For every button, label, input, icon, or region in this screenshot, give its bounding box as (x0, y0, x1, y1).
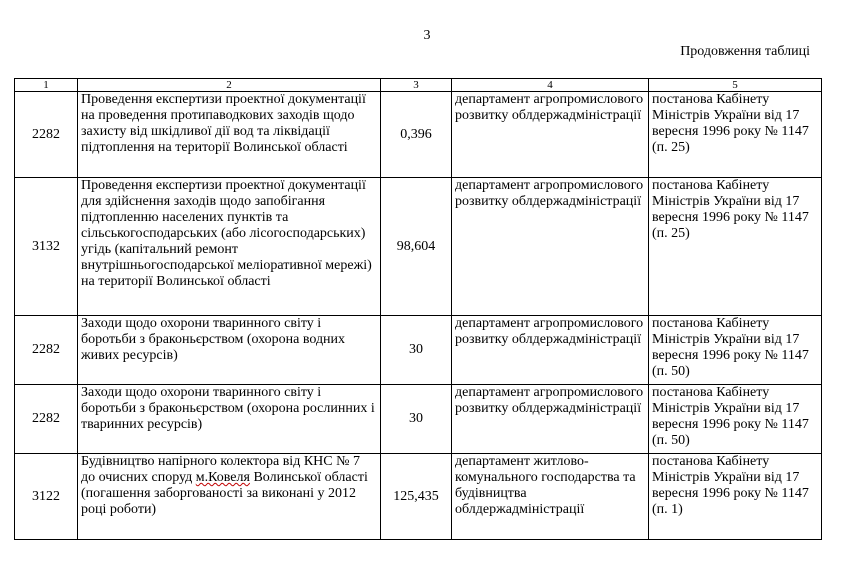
code-cell: 2282 (15, 316, 78, 385)
executor-cell: департамент агропромислового розвитку облдержадміністрації (452, 385, 649, 454)
table-row (15, 454, 822, 540)
executor-cell: департамент агропромислового розвитку облдержадміністрації (452, 178, 649, 316)
description-cell: Заходи щодо охорони тваринного світу і боротьби з браконьєрством (охорона водних живих ресурсів) (78, 316, 381, 385)
amount-cell: 30 (381, 385, 452, 454)
table-row (15, 92, 822, 178)
code-cell: 2282 (15, 92, 78, 178)
description-cell: Проведення експертизи проектної документації на проведення протипаводкових заходів щодо захисту від шкідливої дії вод та ліквідації підтоплення на території Волинської області (78, 92, 381, 178)
basis-cell: постанова Кабінету Міністрів України від 17 вересня 1996 року № 1147 (п. 50) (649, 385, 822, 454)
table-row (15, 385, 822, 454)
code-cell: 3132 (15, 178, 78, 316)
code-cell: 2282 (15, 385, 78, 454)
table-row (15, 316, 822, 385)
description-cell: Заходи щодо охорони тваринного світу і боротьби з браконьєрством (охорона рослинних і тваринних ресурсів) (78, 385, 381, 454)
budget-table (14, 78, 822, 540)
amount-cell: 98,604 (381, 178, 452, 316)
table-header-row (15, 79, 822, 92)
description-text-part-1: Будівництво напірного колектора від КНС № 7 до очисних споруд (81, 454, 360, 485)
basis-cell: постанова Кабінету Міністрів України від 17 вересня 1996 року № 1147 (п. 25) (649, 178, 822, 316)
basis-cell: постанова Кабінету Міністрів України від 17 вересня 1996 року № 1147 (п. 1) (649, 454, 822, 540)
code-cell: 3122 (15, 454, 78, 540)
column-header-4: 4 (452, 79, 649, 92)
amount-cell: 30 (381, 316, 452, 385)
column-header-2: 2 (78, 79, 381, 92)
table-row (15, 178, 822, 316)
continuation-label: Продовження таблиці (680, 44, 810, 59)
executor-cell: департамент агропромислового розвитку облдержадміністрації (452, 316, 649, 385)
spellcheck-marked-word: м.Ковеля (195, 470, 250, 485)
description-text-part-2: Волинської області (погашення заборгованості за виконані у 2012 році роботи) (81, 470, 368, 517)
description-cell (78, 454, 381, 540)
page-number: 3 (423, 28, 431, 43)
amount-cell: 0,396 (381, 92, 452, 178)
executor-cell: департамент агропромислового розвитку облдержадміністрації (452, 92, 649, 178)
basis-cell: постанова Кабінету Міністрів України від 17 вересня 1996 року № 1147 (п. 50) (649, 316, 822, 385)
column-header-3: 3 (381, 79, 452, 92)
basis-cell: постанова Кабінету Міністрів України від 17 вересня 1996 року № 1147 (п. 25) (649, 92, 822, 178)
description-cell: Проведення експертизи проектної документації для здійснення заходів щодо запобігання підтопленню населених пунктів та сільськогосподарських (або лісогосподарських) угідь (капітальний ремонт внутрішньогосподарської меліоративної мережі) на території Волинської області (78, 178, 381, 316)
amount-cell: 125,435 (381, 454, 452, 540)
executor-cell: департамент житлово-комунального господарства та будівництва облдержадміністрації (452, 454, 649, 540)
column-header-1: 1 (15, 79, 78, 92)
column-header-5: 5 (649, 79, 822, 92)
